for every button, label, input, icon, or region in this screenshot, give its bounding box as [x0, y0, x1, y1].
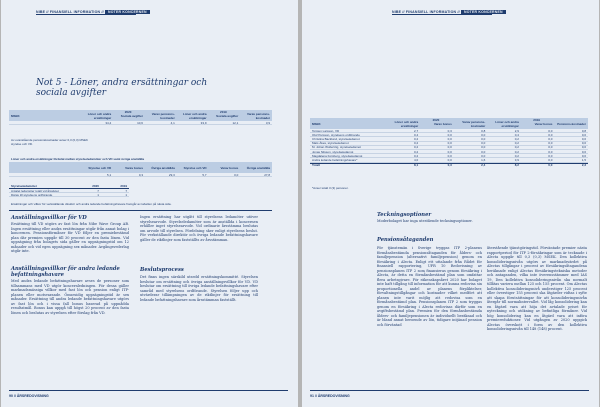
table-row	[9, 193, 129, 197]
cell-value: 0,0	[481, 136, 486, 141]
header-rule	[36, 14, 136, 15]
cell-value: 0,2	[414, 136, 419, 141]
cell-value: 0,0	[548, 163, 553, 168]
year-label: 2019	[220, 110, 227, 114]
row-label: Totalt	[312, 163, 320, 168]
cell-value: 0,0	[481, 153, 486, 158]
page-number: 90	[9, 394, 13, 398]
body-paragraph: För tjänstemän i Sverige tryggas ITP 2-planens förmånsbestämda pensionsåtaganden för ålders- och familjepension (alternativt familjepension) genom en försäkring i Alecta. Enligt ett uttalande från Rådet för finansiell rapportering, UFR 10 Redovisning av pensionsplanen ITP 2 som finansieras genom försäkring i Alecta, är detta en förmånsbestämd plan som omfattar flera arbetsgivare. För räkenskapsåret 2020 har bolaget inte haft tillgång till information för att kunna redovisa sin proportionella andel av planens förpliktelser, förvaltningstillgångar och kostnader vilket medfört att planen inte varit möjlig att redovisa som en förmånsbestämd plan. Pensionsplanen ITP 2 som tryggas genom en försäkring i Alecta redovisas därför som en avgiftsbestämd plan. Premien för den förmånsbestämda ålders- och familjepensionen är individuellt beräknad och är bland annat beroende av lön, tidigare intjänad pension och förväntad	[377, 246, 482, 327]
row-label: Olof Persson, styrelsens ordförande	[312, 132, 360, 137]
col-header: Styrelse och VD	[183, 165, 207, 170]
row-label: Magdalena Forsberg, styrelseledamot	[312, 153, 363, 158]
header-sep: //	[457, 10, 460, 14]
col-header: 2020	[92, 184, 99, 188]
table-row	[9, 121, 272, 125]
cell-value: 3,9	[514, 157, 519, 162]
cell-value: 2,7	[414, 128, 419, 133]
body-paragraph: Ingen ersättning har utgått till styrelsens ledamöter utöver styrelsearvode. Styrelseledamöter som är anställda i koncernen erhåller inget styrelsearvode. Vid ordinarie årsstämma beslutas om arvode till styrelsen. Fördelning sker enligt styrelsens beslut. För verkställande direktör och övriga ledande befattningshavare gäller de riktlinjer som fastställts av årsstämman.	[140, 215, 258, 242]
col-header: Löner och andra ersättningar	[87, 111, 112, 120]
left-page	[1, 0, 298, 407]
cell-value: 0,2	[414, 149, 419, 154]
col-header: Löner och andra ersättningar	[183, 111, 207, 120]
cell-value: 0,2	[414, 145, 419, 150]
cell-value: 0,0	[581, 145, 586, 150]
board-members-table	[9, 184, 129, 197]
col-header: Sociala avgifter	[120, 113, 143, 118]
cell-value: 12,1	[232, 120, 239, 125]
year-label: 2020	[124, 110, 132, 114]
table-footnote: *Avser totalt 3 (3) personer.	[312, 186, 349, 190]
header-brand: NIBE	[392, 10, 402, 14]
header-rule	[392, 14, 492, 15]
cell-value: 0,2	[414, 141, 419, 146]
section-heading: Pensionsåtaganden	[377, 237, 434, 243]
cell-value: 5,7	[202, 172, 207, 177]
cell-value: 7	[125, 188, 127, 193]
cell-value: 0,0	[447, 149, 452, 154]
cell-value: 0,2	[514, 153, 519, 158]
cell-value: 0,0	[481, 141, 486, 146]
cell-value: 0,0	[548, 153, 553, 158]
right-page	[302, 0, 599, 407]
cell-value: 0,2	[514, 136, 519, 141]
cell-value: 0,0	[548, 128, 553, 133]
board-split-table	[9, 162, 272, 177]
cell-value: 1	[125, 192, 127, 197]
col-header: Varav pensions-kostnader	[462, 119, 486, 128]
header-section: FINANSIELL INFORMATION	[405, 10, 457, 14]
header-tag: NOTER KONCERNEN	[461, 10, 506, 14]
row-label: Torsten Larsson, VD	[312, 128, 340, 133]
cell-value: 0,0	[447, 136, 452, 141]
col-header: Varav pensions-kostnader	[151, 111, 175, 120]
right-footer	[310, 394, 350, 398]
cell-value: 5,1	[107, 172, 112, 177]
table-sum-row	[310, 163, 588, 168]
cell-value: 0,0	[548, 141, 553, 146]
row-label: Andra ledande befattningshavare*	[312, 157, 358, 162]
header-tag: NOTER KONCERNEN	[105, 10, 150, 14]
cell-value: 0,8	[581, 128, 586, 133]
cell-value: 0,3	[447, 128, 452, 133]
col-header: Löner och andra ersättningar	[394, 119, 419, 128]
col-header: Varav bonus	[125, 165, 143, 170]
cell-value: 7	[97, 188, 99, 193]
cell-value: 0,2	[514, 145, 519, 150]
col-header: Övriga anställda	[151, 165, 175, 170]
cell-value: 0,0	[481, 149, 486, 154]
header-sep: //	[46, 10, 49, 14]
header-sep: //	[402, 10, 405, 14]
cell-value: 29,3	[168, 172, 175, 177]
cell-value: 8,1	[414, 163, 419, 168]
table-footnote: Ersättningar och villkor för verkställande direktör och andra ledande befattningshavare framgår av tabellen på nästa sida.	[11, 202, 172, 206]
salary-table	[9, 110, 272, 125]
cell-value: 0,0	[481, 145, 486, 150]
footer-rule	[310, 390, 589, 391]
row-label: Antalet ledamöter totalt vid årsslutet	[11, 188, 59, 193]
cell-value: 2,3	[581, 163, 586, 168]
header-brand: NIBE	[36, 10, 46, 14]
footer-rule	[9, 390, 288, 391]
table-years-row	[9, 110, 272, 114]
cell-value: 0,0	[548, 157, 553, 162]
page-number: 91	[310, 394, 314, 398]
footer-brand: ÅRSREDOVISNING	[317, 394, 350, 398]
cell-value: 0,0	[548, 136, 553, 141]
body-paragraph: Det finns ingen särskild utsedd ersättningskommitté. Styrelsen beslutar om ersättning och övriga anställningsvillkor för VD. VD beslutar om ersättning till övriga ledande befattningshavare efter samråd med styrelsens ordförande. Styrelsen följer upp och utvärderar tillämpningen av de riktlinjer för ersättning till ledande befattningshavare som årsstämman fastställt.	[140, 275, 258, 302]
cell-value: 1,5	[581, 157, 586, 162]
cell-value: 2,9	[514, 128, 519, 133]
cell-value: 0,2	[414, 153, 419, 158]
col-header: Varav bonus	[220, 165, 239, 170]
row-label: Christina Backlund, styrelseledamot	[312, 136, 360, 141]
cell-value: 0,0	[548, 145, 553, 150]
cell-value: 0,8	[481, 128, 486, 133]
section-heading: Teckningsoptioner	[377, 212, 432, 218]
cell-value: 1	[97, 192, 99, 197]
col-header: Styrelse och VD	[88, 165, 112, 170]
row-label: M. Johan Wollertzig, styrelseledamot	[312, 145, 361, 150]
col-header: Sociala avgifter	[216, 113, 239, 118]
col-header: Löner och andra ersättningar	[495, 119, 519, 128]
cell-value: 1,6	[481, 157, 486, 162]
cell-value: 27,8	[264, 172, 271, 177]
col-header: Varav pensions-kostnader	[247, 111, 271, 120]
col-header: Varav bonus	[534, 121, 553, 126]
table-caption: Löner och andra ersättningar fördelat mellan styrelseledamöter och VD samt övriga anställda	[11, 157, 145, 161]
cell-value: 4,0	[414, 157, 419, 162]
cell-value: 0,0	[581, 141, 586, 146]
table-body	[310, 129, 588, 163]
table-footnote: Av ovanstående pensionskostnader avser 0,3 (0,3) MSEK styrelse och VD.	[11, 138, 88, 146]
cell-value: 0,0	[548, 149, 553, 154]
footer-sep: //	[13, 394, 16, 398]
cell-value: 0,0	[581, 136, 586, 141]
management-pay-table	[310, 118, 588, 167]
cell-value: 8,2	[514, 163, 519, 168]
cell-value: 0,0	[447, 132, 452, 137]
body-paragraph: Ersättning till VD utgörs av fast lön från Nibe Wave Group AB. Ingen ersättning eller andra ersättningar utgår från annat bolag i koncernen. Pensionsförmåner för VD följer en premiebestämd plan där premien uppgår till 30 procent av den fasta lönen. Vid uppsägning från bolagets sida gäller en uppsägningstid om 12 månader och vid egen uppsägning sex månader. Avgångsvederlag utgår inte.	[11, 222, 129, 253]
cell-value: 0,0	[581, 153, 586, 158]
row-label: Jonas Nilsson, styrelseledamot	[312, 149, 354, 154]
cell-value: 0,3	[138, 172, 143, 177]
col-header: Övriga anställda	[246, 165, 271, 170]
section-heading: Anställningsvillkor för andra ledande befattningshavare	[11, 266, 120, 278]
cell-value: 0,0	[447, 145, 452, 150]
cell-value: 0,0	[447, 141, 452, 146]
section-heading: Anställningsvillkor för VD	[11, 215, 87, 221]
left-footer	[9, 394, 49, 398]
section-rule	[9, 210, 272, 211]
row-label: Därav till styrelsens ordförande	[11, 192, 53, 197]
cell-value: 0,4	[514, 132, 519, 137]
cell-value: 3,9	[265, 120, 271, 125]
table-years-row	[310, 118, 588, 122]
cell-value: 4,1	[170, 120, 175, 125]
table-label-header: MSEK	[11, 113, 20, 118]
footer-brand: ÅRSREDOVISNING	[16, 394, 49, 398]
year-label: 2019	[533, 118, 540, 122]
col-header: 2019	[120, 184, 127, 188]
cell-value: 33,9	[200, 120, 207, 125]
header-sep: //	[101, 10, 104, 14]
cell-value: 0,2	[514, 149, 519, 154]
cell-value: 0,0	[581, 132, 586, 137]
header-section: FINANSIELL INFORMATION	[49, 10, 101, 14]
cell-value: 0,0	[548, 132, 553, 137]
col-header: Styrelseledamöter	[11, 184, 38, 188]
table-header-row	[9, 162, 272, 173]
cell-value: 0,0	[447, 153, 452, 158]
body-paragraph: återstående tjänstgöringstid. Förväntade premier nästa rapportperiod för ITP 2-försäkringar som är tecknade i Alecta uppgår till 0,3 (0,3) MSEK. Den kollektiva konsolideringsnivån utgörs av marknadsvärdet på Alectas tillgångar i procent av försäkringsåtagandena beräknade enligt Alectas försäkringstekniska metoder och antaganden, vilka inte överensstämmer med IAS 19. Den kollektiva konsolideringsnivån ska normalt tillåtas variera mellan 125 och 155 procent. Om Alectas kollektiva konsolideringsnivå understiger 125 procent eller överstiger 155 procent ska åtgärder vidtas i syfte att skapa förutsättningar för att konsolideringsnivån återgår till normalintervallet. Vid låg konsolidering kan en åtgärd vara att höja det avtalade priset för nyteckning och utökning av befintliga förmåner. Vid hög konsolidering kan en åtgärd vara att införa premiereduktioner. Vid utgången av 2020 uppgick Alectas överskott i form av den kollektiva konsolideringsnivån till 148 (148) procent.	[487, 246, 587, 331]
body-paragraph: Med andra ledande befattningshavare avses de personer som tillsammans med VD utgör koncernledningen. För dessa gäller marknadsmässiga villkor med fast lön och pension enligt ITP-planen eller motsvarande. Ömsesidig uppsägningstid är sex månader. Ersättning till andra ledande befattningshavare utgörs av fast lön och i vissa fall bonus baserad på uppnådda resultatmål. Bonus kan uppgå till högst 20 procent av den fasta lönen och beslutas av styrelsen efter förslag från VD.	[11, 279, 129, 315]
cell-value: 0,3	[447, 163, 452, 168]
cell-value: 2,4	[481, 163, 486, 168]
table-row	[310, 158, 588, 162]
cell-value: 0,4	[414, 132, 419, 137]
cell-value: 0,0	[481, 132, 486, 137]
section-heading: Beslutsprocess	[140, 267, 184, 273]
row-label: Mats Åkes, styrelseledamot	[312, 141, 349, 146]
year-label: 2020	[432, 118, 440, 122]
footer-sep: //	[314, 394, 317, 398]
cell-value: 0,0	[447, 157, 452, 162]
table-label-header: MSEK	[312, 121, 321, 126]
cell-value: 0,0	[234, 172, 239, 177]
note-title: Not 5 - Löner, andra ersättningar och sociala avgifter	[36, 78, 208, 98]
table-row	[9, 173, 272, 177]
cell-value: 10,6	[137, 120, 143, 125]
cell-value: 34,4	[105, 120, 112, 125]
body-paragraph: Moderbolaget har inga utestående teckningsoptioner.	[377, 219, 473, 223]
cell-value: 0,2	[514, 141, 519, 146]
col-header: Varav bonus	[433, 121, 452, 126]
cell-value: 0,0	[581, 149, 586, 154]
col-header: Pensions-kostnader	[557, 121, 586, 126]
